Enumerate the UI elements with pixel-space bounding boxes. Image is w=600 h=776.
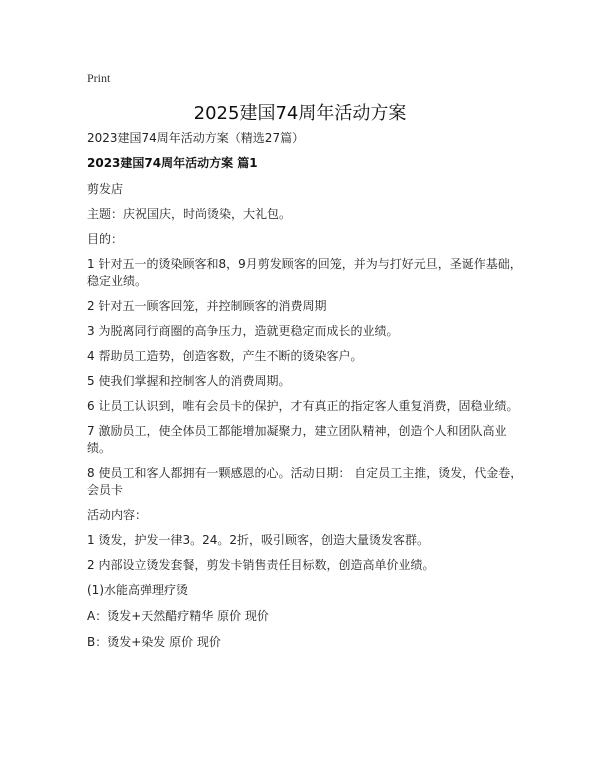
paragraph: A：烫发+天然醋疗精华 原价 现价 <box>87 609 269 623</box>
paragraph: 2 针对五一顾客回笼，并控制顾客的消费周期 <box>87 299 327 313</box>
paragraph: 1 烫发，护发一律3。24。2折，吸引顾客，创造大量烫发客群。 <box>87 533 429 547</box>
paragraph: B：烫发+染发 原价 现价 <box>87 635 221 649</box>
paragraph: (1)水能高弹理疗烫 <box>87 583 188 597</box>
paragraph: 目的： <box>87 232 124 246</box>
print-label: Print <box>87 71 111 85</box>
paragraph: 3 为脱离同行商圈的高争压力，造就更稳定而成长的业绩。 <box>87 324 399 338</box>
paragraph: 活动内容： <box>87 508 148 522</box>
paragraph: 8 使员工和客人都拥有一颗感恩的心。活动日期： 自定员工主推，烫发，代金卷，会员卡 <box>87 466 523 497</box>
paragraph: 2 内部设立烫发套餐，剪发卡销售责任目标数，创造高单价业绩。 <box>87 558 435 572</box>
document-body <box>87 130 527 660</box>
document-subtitle: 2023建国74周年活动方案（精选27篇） <box>87 131 305 145</box>
paragraph: 剪发店 <box>87 182 124 196</box>
paragraph: 6 让员工认识到，唯有会员卡的保护，才有真正的指定客人重复消费，固稳业绩。 <box>87 399 519 413</box>
paragraph: 4 帮助员工造势，创造客数，产生不断的烫染客户。 <box>87 349 363 363</box>
paragraph: 5 使我们掌握和控制客人的消费周期。 <box>87 374 291 388</box>
paragraph: 1 针对五一的烫染顾客和8，9月剪发顾客的回笼，并为与打好元旦，圣诞作基础，稳定业绩。 <box>87 257 522 288</box>
paragraph: 主题：庆祝国庆，时尚烫染，大礼包。 <box>87 207 292 221</box>
document-title: 2025建国74周年活动方案 <box>193 103 407 124</box>
paragraph: 7 激励员工，使全体员工都能增加凝聚力，建立团队精神，创造个人和团队高业绩。 <box>87 424 507 455</box>
section-heading: 2023建国74周年活动方案 篇1 <box>87 156 258 170</box>
